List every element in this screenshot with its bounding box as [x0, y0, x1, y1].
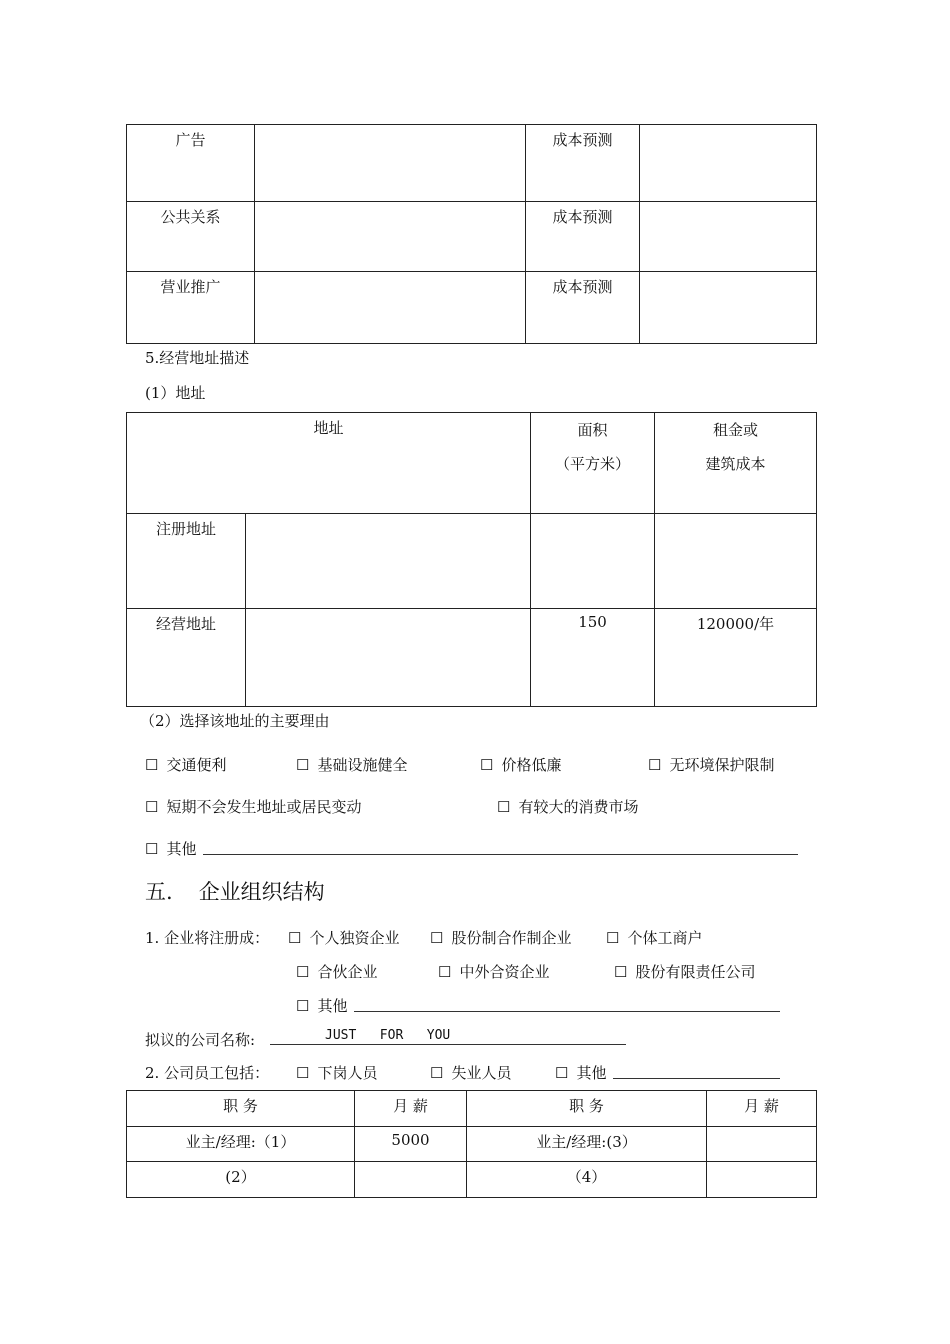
position-cell: (2） — [127, 1162, 355, 1198]
reason-other[interactable]: ☐ 其他 — [145, 840, 197, 858]
position-cell: （4） — [467, 1162, 707, 1198]
cost-forecast-label: 成本预测 — [526, 202, 640, 272]
option-other[interactable]: ☐ 其他 — [296, 997, 348, 1015]
checkbox-icon[interactable]: ☐ — [296, 1064, 310, 1082]
checkbox-icon[interactable]: ☐ — [296, 756, 310, 774]
table-row — [127, 272, 817, 344]
promo-label-ad: 广告 — [127, 125, 255, 202]
position-cell: 业主/经理:（1） — [127, 1127, 355, 1162]
reason-stable-address[interactable]: ☐ 短期不会发生地址或居民变动 — [145, 798, 362, 816]
address-header: 地址 — [127, 413, 531, 514]
section-5-title: 5.经营地址描述 — [145, 349, 250, 367]
reason-transport[interactable]: ☐ 交通便利 — [145, 756, 227, 774]
checkbox-icon[interactable]: ☐ — [648, 756, 662, 774]
address-table — [126, 412, 817, 707]
checkbox-icon[interactable]: ☐ — [296, 997, 310, 1015]
business-address-label: 经营地址 — [127, 609, 246, 707]
checkbox-icon[interactable]: ☐ — [497, 798, 511, 816]
company-name-value: JUST FOR YOU — [325, 1028, 451, 1043]
checkbox-icon[interactable]: ☐ — [480, 756, 494, 774]
table-row — [127, 1162, 817, 1198]
promo-desc-cell[interactable] — [255, 272, 526, 344]
salary-header: 月 薪 — [355, 1091, 467, 1127]
table-row — [127, 202, 817, 272]
registered-area-cell[interactable] — [531, 514, 655, 609]
checkbox-icon[interactable]: ☐ — [438, 963, 452, 981]
table-row — [127, 1091, 817, 1127]
reason-low-price[interactable]: ☐ 价格低廉 — [480, 756, 562, 774]
rent-header — [655, 413, 817, 514]
reason-infrastructure[interactable]: ☐ 基础设施健全 — [296, 756, 408, 774]
position-header: 职 务 — [127, 1091, 355, 1127]
staff-unemployed[interactable]: ☐ 失业人员 — [430, 1064, 512, 1082]
option-partnership[interactable]: ☐ 合伙企业 — [296, 963, 378, 981]
option-sole-proprietorship[interactable]: ☐ 个人独资企业 — [288, 929, 400, 947]
cost-forecast-label: 成本预测 — [526, 272, 640, 344]
staff-laid-off[interactable]: ☐ 下岗人员 — [296, 1064, 378, 1082]
registration-type-label: 1. 企业将注册成： — [145, 929, 270, 947]
reason-large-market[interactable]: ☐ 有较大的消费市场 — [497, 798, 639, 816]
company-name-input[interactable] — [270, 1044, 626, 1045]
checkbox-icon[interactable]: ☐ — [614, 963, 628, 981]
staff-salary-table — [126, 1090, 817, 1198]
cost-forecast-cell[interactable] — [640, 272, 817, 344]
rent-header-line2: 建筑成本 — [705, 455, 766, 473]
area-header — [531, 413, 655, 514]
promo-label-sales: 营业推广 — [127, 272, 255, 344]
registered-rent-cell[interactable] — [655, 514, 817, 609]
cost-forecast-cell[interactable] — [640, 125, 817, 202]
checkbox-icon[interactable]: ☐ — [296, 963, 310, 981]
reason-no-env-limit[interactable]: ☐ 无环境保护限制 — [648, 756, 775, 774]
rent-header-line1: 租金或 — [713, 421, 759, 439]
checkbox-icon[interactable]: ☐ — [145, 840, 159, 858]
table-row — [127, 413, 817, 514]
area-header-line2: （平方米） — [555, 455, 631, 473]
checkbox-icon[interactable]: ☐ — [555, 1064, 569, 1082]
checkbox-icon[interactable]: ☐ — [430, 929, 444, 947]
business-area-cell[interactable]: 150 — [531, 609, 655, 707]
section-five-title: 五. 企业组织结构 — [145, 880, 325, 904]
promo-desc-cell[interactable] — [255, 202, 526, 272]
cost-forecast-label: 成本预测 — [526, 125, 640, 202]
option-joint-venture[interactable]: ☐ 中外合资企业 — [438, 963, 550, 981]
staff-other[interactable]: ☐ 其他 — [555, 1064, 607, 1082]
table-row — [127, 514, 817, 609]
checkbox-icon[interactable]: ☐ — [606, 929, 620, 947]
position-cell: 业主/经理:(3） — [467, 1127, 707, 1162]
section-5-sub2: （2）选择该地址的主要理由 — [140, 712, 330, 730]
staff-composition-label: 2. 公司员工包括： — [145, 1064, 270, 1082]
registered-address-label: 注册地址 — [127, 514, 246, 609]
reason-other-input[interactable] — [203, 854, 798, 855]
option-joint-stock-coop[interactable]: ☐ 股份制合作制企业 — [430, 929, 572, 947]
option-other-input[interactable] — [354, 1011, 780, 1012]
salary-cell[interactable] — [355, 1162, 467, 1198]
salary-header: 月 薪 — [707, 1091, 817, 1127]
cost-forecast-cell[interactable] — [640, 202, 817, 272]
promo-desc-cell[interactable] — [255, 125, 526, 202]
promotion-cost-table — [126, 124, 817, 344]
business-address-cell[interactable] — [246, 609, 531, 707]
company-name-label: 拟议的公司名称: — [145, 1031, 256, 1049]
salary-cell[interactable] — [707, 1127, 817, 1162]
area-header-line1: 面积 — [577, 421, 608, 439]
checkbox-icon[interactable]: ☐ — [145, 798, 159, 816]
option-limited-company[interactable]: ☐ 股份有限责任公司 — [614, 963, 756, 981]
table-row — [127, 609, 817, 707]
staff-other-input[interactable] — [613, 1078, 780, 1079]
promo-label-pr: 公共关系 — [127, 202, 255, 272]
business-rent-cell[interactable]: 120000/年 — [655, 609, 817, 707]
salary-cell[interactable]: 5000 — [355, 1127, 467, 1162]
checkbox-icon[interactable]: ☐ — [145, 756, 159, 774]
registered-address-cell[interactable] — [246, 514, 531, 609]
checkbox-icon[interactable]: ☐ — [288, 929, 302, 947]
section-5-sub1: (1）地址 — [145, 384, 206, 402]
option-individual-business[interactable]: ☐ 个体工商户 — [606, 929, 703, 947]
position-header: 职 务 — [467, 1091, 707, 1127]
table-row — [127, 1127, 817, 1162]
table-row — [127, 125, 817, 202]
salary-cell[interactable] — [707, 1162, 817, 1198]
checkbox-icon[interactable]: ☐ — [430, 1064, 444, 1082]
